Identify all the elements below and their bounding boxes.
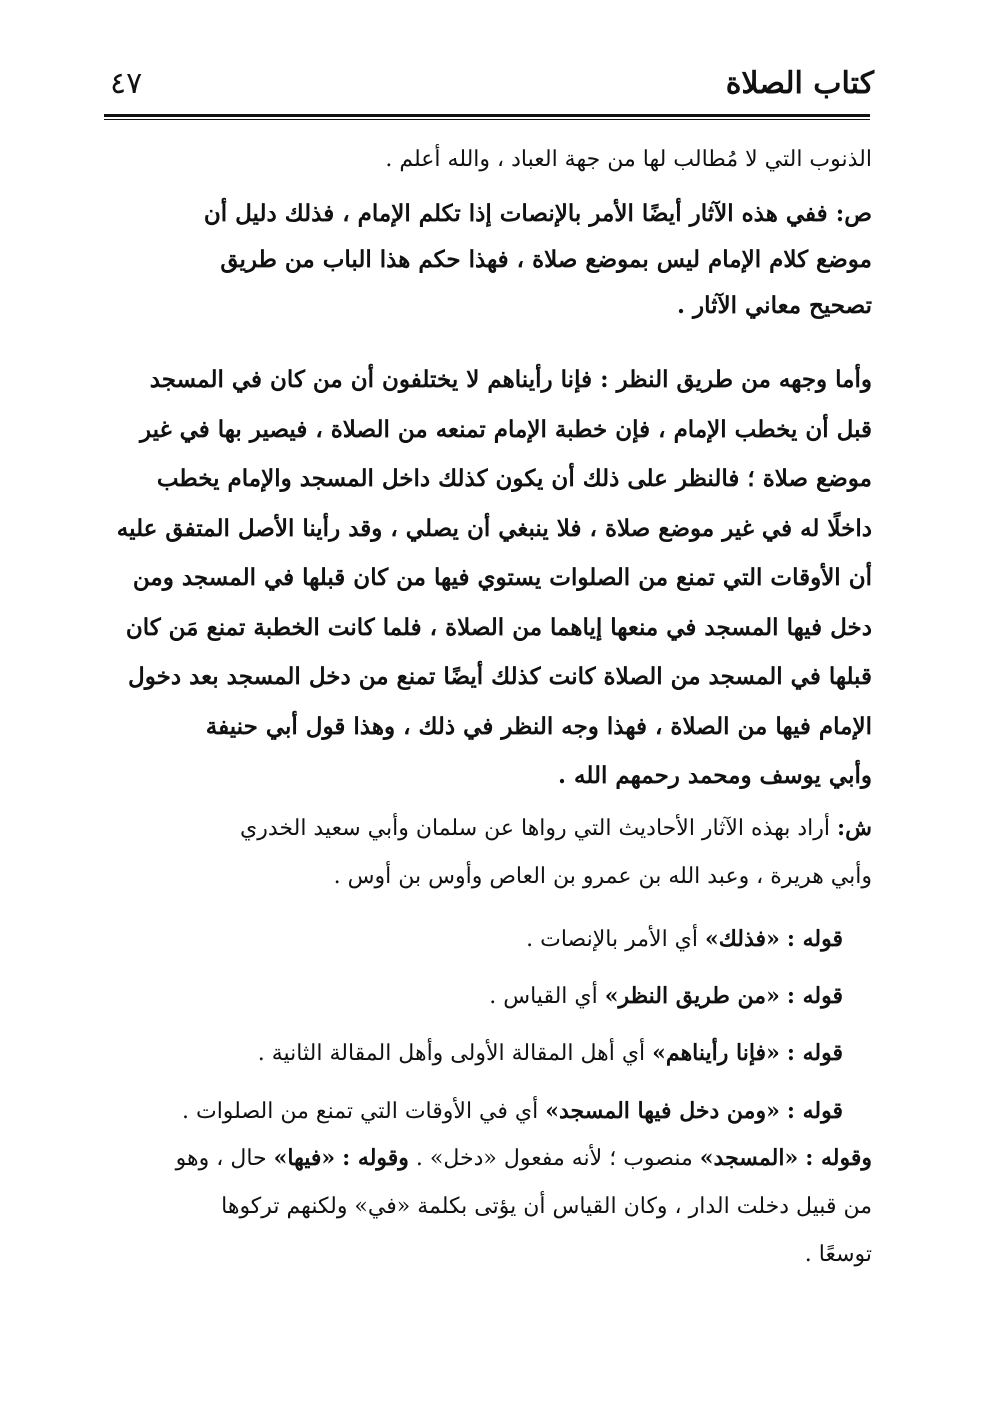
running-header-title: كتاب الصلاة bbox=[725, 66, 874, 101]
waqawluhu-label: وقوله : bbox=[805, 1145, 872, 1171]
text-line: قبل أن يخطب الإمام ، فإن خطبة الإمام تمنعه من الصلاة ، فيصير بها في غير bbox=[139, 415, 872, 443]
text-line: تصحيح معاني الآثار . bbox=[676, 292, 872, 319]
text-line: داخلًا له في غير موضع صلاة ، فلا ينبغي أن يصلي ، وقد رأينا الأصل المتفق عليه bbox=[116, 514, 872, 542]
paragraph-1 bbox=[104, 140, 872, 180]
text-line: دخل فيها المسجد في منعها إياهما من الصلاة ، فلما كانت الخطبة تمنع مَن كان bbox=[125, 613, 872, 641]
paragraph-3 bbox=[104, 355, 872, 801]
qawluhu-label: قوله : bbox=[786, 926, 843, 952]
text-line: الذنوب التي لا مُطالب لها من جهة العباد ، والله أعلم . bbox=[385, 147, 872, 172]
text-line: موضع كلام الإمام ليس بموضع صلاة ، فهذا حكم هذا الباب من طريق bbox=[220, 246, 872, 273]
text-line: قبلها في المسجد من الصلاة كانت كذلك أيضًا تمنع من دخل المسجد بعد دخول bbox=[128, 663, 872, 690]
text-line bbox=[104, 976, 843, 1017]
section-label-sad: ص: bbox=[835, 200, 872, 227]
gloss: حال ، وهو bbox=[175, 1146, 274, 1171]
text-line bbox=[104, 1134, 872, 1183]
qawluhu-label: قوله : bbox=[786, 1098, 843, 1124]
text-line-content: أراد بهذه الآثار الأحاديث التي رواها عن سلمان وأبي سعيد الخدري bbox=[240, 816, 831, 841]
text-line: من قبيل دخلت الدار ، وكان القياس أن يؤتى بكلمة «في» ولكنهم تركوها bbox=[221, 1194, 872, 1219]
text-line bbox=[104, 1033, 843, 1074]
section-label-shin: ش: bbox=[837, 815, 872, 841]
text-line bbox=[104, 804, 872, 853]
quoted-phrase: «فيها» bbox=[273, 1145, 336, 1171]
text-line: الإمام فيها من الصلاة ، فهذا وجه النظر في ذلك ، وهذا قول أبي حنيفة bbox=[205, 712, 872, 740]
text-line: أن الأوقات التي تمنع من الصلوات يستوي فيها من كان قبلها في المسجد ومن bbox=[132, 564, 872, 591]
text-line: توسعًا . bbox=[804, 1242, 872, 1267]
paragraph-5 bbox=[104, 919, 843, 960]
gloss: منصوب ؛ لأنه مفعول «دخل» . bbox=[408, 1146, 700, 1171]
quoted-phrase: «فذلك» bbox=[705, 926, 780, 952]
paragraph-8 bbox=[104, 1091, 843, 1132]
gloss: أي القياس . bbox=[489, 984, 605, 1009]
paragraph-7 bbox=[104, 1033, 843, 1074]
paragraph-4 bbox=[104, 804, 872, 901]
text-line: وأبي هريرة ، وعبد الله بن عمرو بن العاص وأوس بن أوس . bbox=[333, 864, 872, 889]
gloss: أي في الأوقات التي تمنع من الصلوات . bbox=[182, 1099, 546, 1124]
header-rule-thin bbox=[104, 119, 870, 120]
paragraph-6 bbox=[104, 976, 843, 1017]
gloss: أي الأمر بالإنصات . bbox=[526, 927, 706, 952]
quoted-phrase: «من طريق النظر» bbox=[604, 983, 780, 1009]
text-line-content: ففي هذه الآثار أيضًا الأمر بالإنصات إذا تكلم الإمام ، فذلك دليل أن bbox=[203, 200, 828, 227]
text-line bbox=[104, 1091, 843, 1132]
quoted-phrase: «المسجد» bbox=[699, 1145, 799, 1171]
paragraph-9 bbox=[104, 1134, 872, 1279]
text-line: وأبي يوسف ومحمد رحمهم الله . bbox=[558, 762, 872, 789]
gloss: أي أهل المقالة الأولى وأهل المقالة الثانية . bbox=[257, 1041, 653, 1066]
quoted-phrase: «فإنا رأيناهم» bbox=[652, 1040, 780, 1066]
waqawluhu-label: وقوله : bbox=[342, 1145, 409, 1171]
text-line: وأما وجهه من طريق النظر : فإنا رأيناهم لا يختلفون أن من كان في المسجد bbox=[149, 366, 872, 393]
qawluhu-label: قوله : bbox=[786, 1040, 843, 1066]
quoted-phrase: «ومن دخل فيها المسجد» bbox=[545, 1098, 780, 1124]
text-line: موضع صلاة ؛ فالنظر على ذلك أن يكون كذلك داخل المسجد والإمام يخطب bbox=[156, 465, 872, 492]
text-line bbox=[104, 919, 843, 960]
qawluhu-label: قوله : bbox=[786, 983, 843, 1009]
page-number: ٤٧ bbox=[110, 66, 143, 101]
header-rule-thick bbox=[104, 114, 870, 117]
text-line bbox=[104, 191, 872, 237]
paragraph-2 bbox=[104, 191, 872, 329]
